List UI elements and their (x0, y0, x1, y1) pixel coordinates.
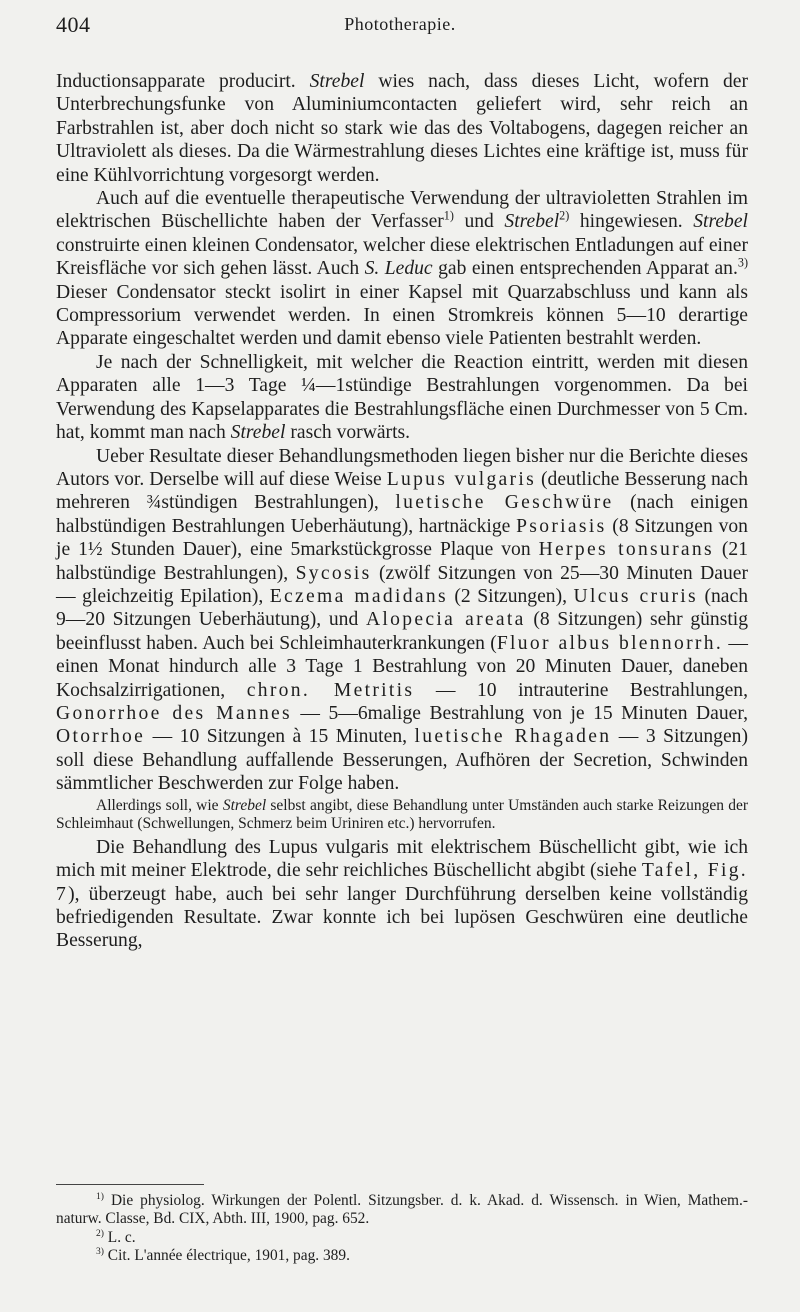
disease-term: Psoriasis (516, 515, 607, 537)
footnote-divider (56, 1184, 204, 1185)
paragraph: Je nach der Schnelligkeit, mit welcher die Reaction eintritt, werden mit diesen Apparaten alle 1—3 Tage ¼—1stündige Bestrahlungen vorgenommen. Da bei Verwendung des Kapselapparates die Bestrahlungsfläche einen Durchmesser von 5 Cm. hat, kommt man nach Strebel rasch vorwärts. (56, 351, 748, 444)
paragraph: Auch auf die eventuelle therapeutische Verwendung der ultravioletten Strahlen im elektrischen Büschellichte haben der Verfasser$^{1)}$ und Strebel$^{2)}$ hingewiesen. Strebel construirte einen kleinen Condensator, welcher diese elektrischen Entladungen auf einer Kreisfläche vor sich gehen lässt. Auch S. Leduc gab einen entsprechenden Apparat an.$^{3)}$ Dieser Condensator steckt isolirt in einer Kapsel mit Quarzabschluss und kann als Compressorium verwendet werden. In einen Stromkreis können 5—10 derartige Apparate eingeschaltet werden und damit ebenso viele Patienten bestrahlt werden. (56, 188, 749, 350)
footnote: $^{1)}$ Die physiolog. Wirkungen der Polentl. Sitzungsber. d. k. Akad. d. Wissensch. in Wien, Mathem.-naturw. Classe, Bd. CIX, Abth. III, 1900, pag. 652. (56, 1190, 748, 1228)
footnote-marker: 1) (96, 1190, 104, 1202)
page-header (56, 12, 744, 36)
footnote-marker: 3) (96, 1246, 104, 1258)
disease-term: luetische Rhagaden (414, 726, 612, 748)
disease-term: Otorrhoe (56, 726, 146, 748)
footnote-ref: 3) (737, 255, 749, 270)
small-print-paragraph: Allerdings soll, wie Strebel selbst angibt, diese Behandlung unter Umständen auch starke Reizungen der Schleimhaut (Schwellungen, Schmerz beim Uriniren etc.) hervorrufen. (56, 796, 749, 833)
footnote: $^{3)}$ Cit. L'année électrique, 1901, pag. 389. (96, 1246, 350, 1265)
main-text (56, 70, 748, 953)
page-number: 404 (56, 12, 91, 37)
figure-reference: Tafel, Fig. 7 (56, 860, 748, 905)
running-head: Phototherapie. (344, 14, 456, 34)
author-name: Strebel (693, 211, 748, 233)
footnote-marker: 2) (96, 1227, 104, 1239)
footnote: $^{2)}$ L. c. (96, 1227, 136, 1246)
disease-term: Lupus vulgaris (386, 468, 537, 490)
author-name: S. Leduc (364, 258, 433, 280)
disease-term: Eczema madidans (269, 585, 448, 607)
author-name: Strebel (504, 211, 560, 233)
disease-term: Herpes tonsurans (538, 539, 714, 561)
author-name: Strebel (309, 71, 365, 92)
disease-term: Gonorrhoe des Mannes (56, 702, 292, 724)
disease-term: Alopecia areata (365, 609, 526, 631)
footnotes (56, 1192, 748, 1266)
paragraph: Die Behandlung des Lupus vulgaris mit elektrischem Büschellicht gibt, wie ich mich mit meiner Elektrode, die sehr reichliches Büschellicht abgibt (siehe Tafel, Fig. 7), überzeugt habe, auch bei sehr langer Durchführung derselben keine vollständig befriedigenden Resultate. Zwar konnte ich bei lupösen Geschwüren eine deutliche Besserung, (56, 836, 748, 952)
footnote-ref: 2) (559, 208, 570, 223)
footnote-ref: 1) (443, 208, 454, 223)
paragraph: Ueber Resultate dieser Behandlungsmethoden liegen bisher nur die Berichte dieses Autors vor. Derselbe will auf diese Weise Lupus vulgaris (deutliche Besserung nach mehreren ¾stündigen Bestrahlungen), luetische Geschwüre (nach einigen halbstündigen Bestrahlungen Ueberhäutung), hartnäckige Psoriasis (8 Sitzungen von je 1½ Stunden Dauer), eine 5markstückgrosse Plaque von Herpes tonsurans (21 halbstündige Bestrahlungen), Sycosis (zwölf Sitzungen von 25—30 Minuten Dauer — gleichzeitig Epilation), Eczema madidans (2 Sitzungen), Ulcus cruris (nach 9—20 Sitzungen Ueberhäutung), und Alopecia areata (8 Sitzungen) sehr günstig beeinflusst haben. Auch bei Schleimhauterkrankungen (Fluor albus blennorrh. — einen Monat hindurch alle 3 Tage 1 Bestrahlung von 20 Minuten Dauer, daneben Kochsalzirrigationen, chron. Metritis — 10 intrauterine Bestrahlungen, Gonorrhoe des Mannes — 5—6malige Bestrahlung von je 15 Minuten Dauer, Otorrhoe — 10 Sitzungen à 15 Minuten, luetische Rhagaden — 3 Sitzungen) soll diese Behandlung auffallende Besserungen, Aufhören der Secretion, Schwinden sämmtlicher Beschwerden zur Folge haben. (56, 445, 749, 795)
disease-term: Sycosis (295, 562, 372, 584)
disease-term: Fluor albus blennorrh. (496, 632, 724, 654)
disease-term: Ulcus cruris (573, 585, 698, 607)
disease-term: chron. Metritis (246, 679, 415, 701)
paragraph: Inductionsapparate producirt. Strebel wies nach, dass dieses Licht, wofern der Unterbrechungsfunke von Aluminiumcontacten geliefert wird, sehr reich an Farbstrahlen ist, aber doch nicht so stark wie das des Voltabogens, dagegen reicher an Ultraviolett als dieses. Da die Wärmestrahlung dieses Lichtes eine kräftige ist, muss für eine Kühlvorrichtung vorgesorgt werden. (56, 71, 748, 186)
disease-term: luetische Geschwüre (395, 492, 614, 514)
author-name: Strebel (222, 796, 267, 814)
author-name: Strebel (230, 422, 286, 444)
